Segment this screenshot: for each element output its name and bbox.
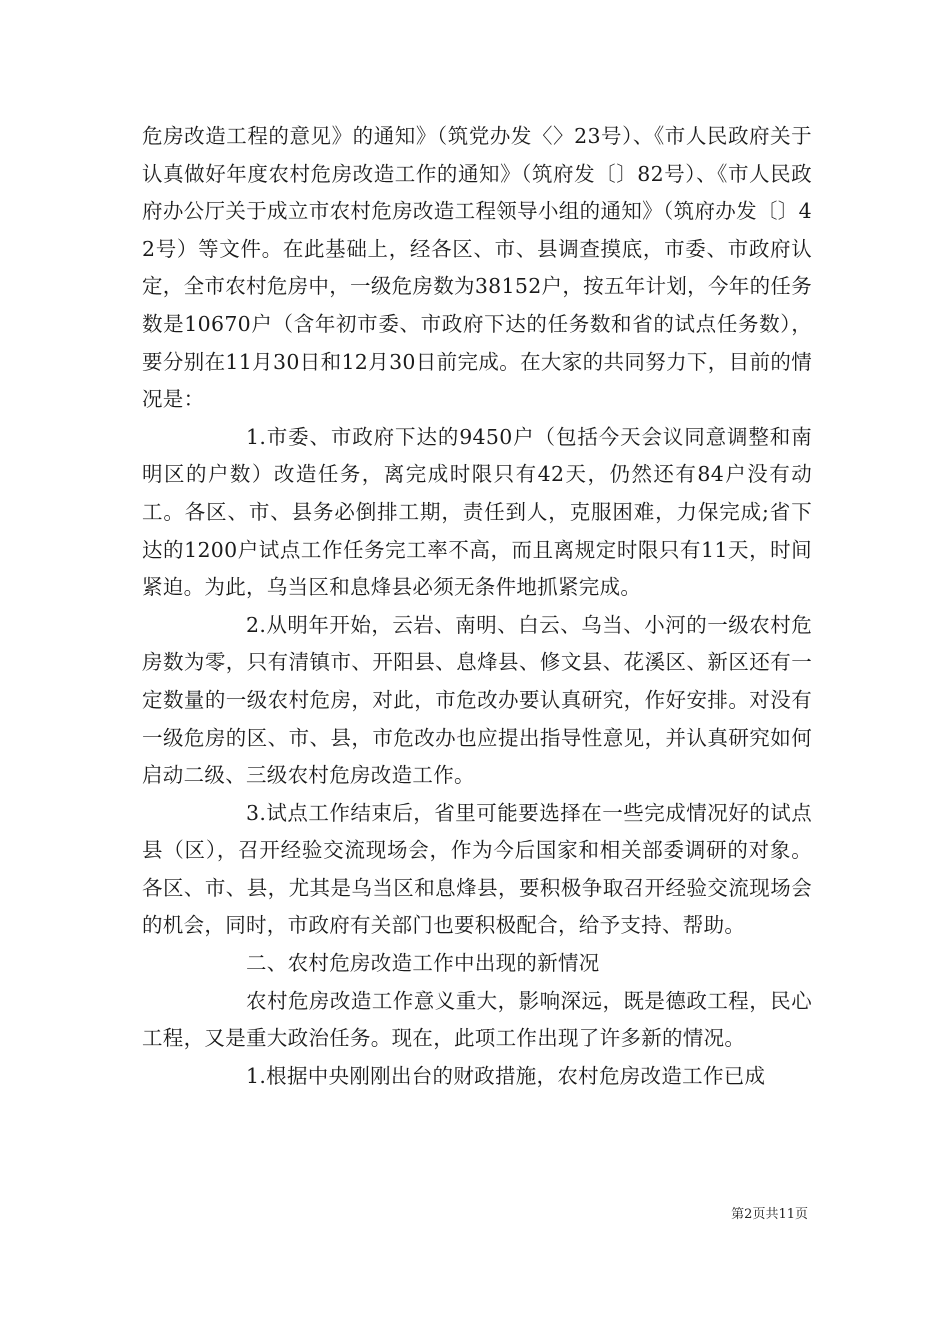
paragraph-item-2: 2.从明年开始，云岩、南明、白云、乌当、小河的一级农村危房数为零，只有清镇市、开阳县、息烽县、修文县、花溪区、新区还有一定数量的一级农村危房，对此，市危改办要认真研究，作好安排。对没有一级危房的区、市、县，市危改办也应提出指导性意见，并认真研究如何启动二级、三级农村危房改造工作。 [142, 612, 812, 788]
section-heading-2: 二、农村危房改造工作中出现的新情况 [246, 951, 600, 976]
paragraph-item-1: 1.市委、市政府下达的9450户（包括今天会议同意调整和南明区的户数）改造任务，离完成时限只有42天，仍然还有84户没有动工。各区、市、县务必倒排工期，责任到人，克服困难，力保完成;省下达的1200户试点工作任务完工率不高，而且离规定时限只有11天，时间紧迫。为此，乌当区和息烽县必须无条件地抓紧完成。 [142, 424, 812, 600]
paragraph-section-2-item-1: 1.根据中央刚刚出台的财政措施，农村危房改造工作已成 [246, 1063, 766, 1088]
paragraph-item-3: 3.试点工作结束后，省里可能要选择在一些完成情况好的试点县（区），召开经验交流现场会，作为今后国家和相关部委调研的对象。各区、市、县，尤其是乌当区和息烽县，要积极争取召开经验交流现场会的机会，同时，市政府有关部门也要积极配合，给予支持、帮助。 [142, 800, 812, 938]
document-body [142, 118, 812, 1095]
page-number: 第2页共11页 [731, 1207, 808, 1222]
paragraph-intro-continuation: 危房改造工程的意见》的通知》（筑党办发〈〉23号）、《市人民政府关于认真做好年度农村危房改造工作的通知》（筑府发〔〕82号）、《市人民政府办公厅关于成立市农村危房改造工程领导小组的通知》（筑府办发〔〕42号）等文件。在此基础上，经各区、市、县调查摸底，市委、市政府认定，全市农村危房中，一级危房数为38152户，按五年计划，今年的任务数是10670户（含年初市委、市政府下达的任务数和省的试点任务数），要分别在11月30日和12月30日前完成。在大家的共同努力下，目前的情况是： [142, 124, 812, 412]
paragraph-section-2-intro: 农村危房改造工作意义重大，影响深远，既是德政工程，民心工程，又是重大政治任务。现在，此项工作出现了许多新的情况。 [142, 988, 812, 1051]
